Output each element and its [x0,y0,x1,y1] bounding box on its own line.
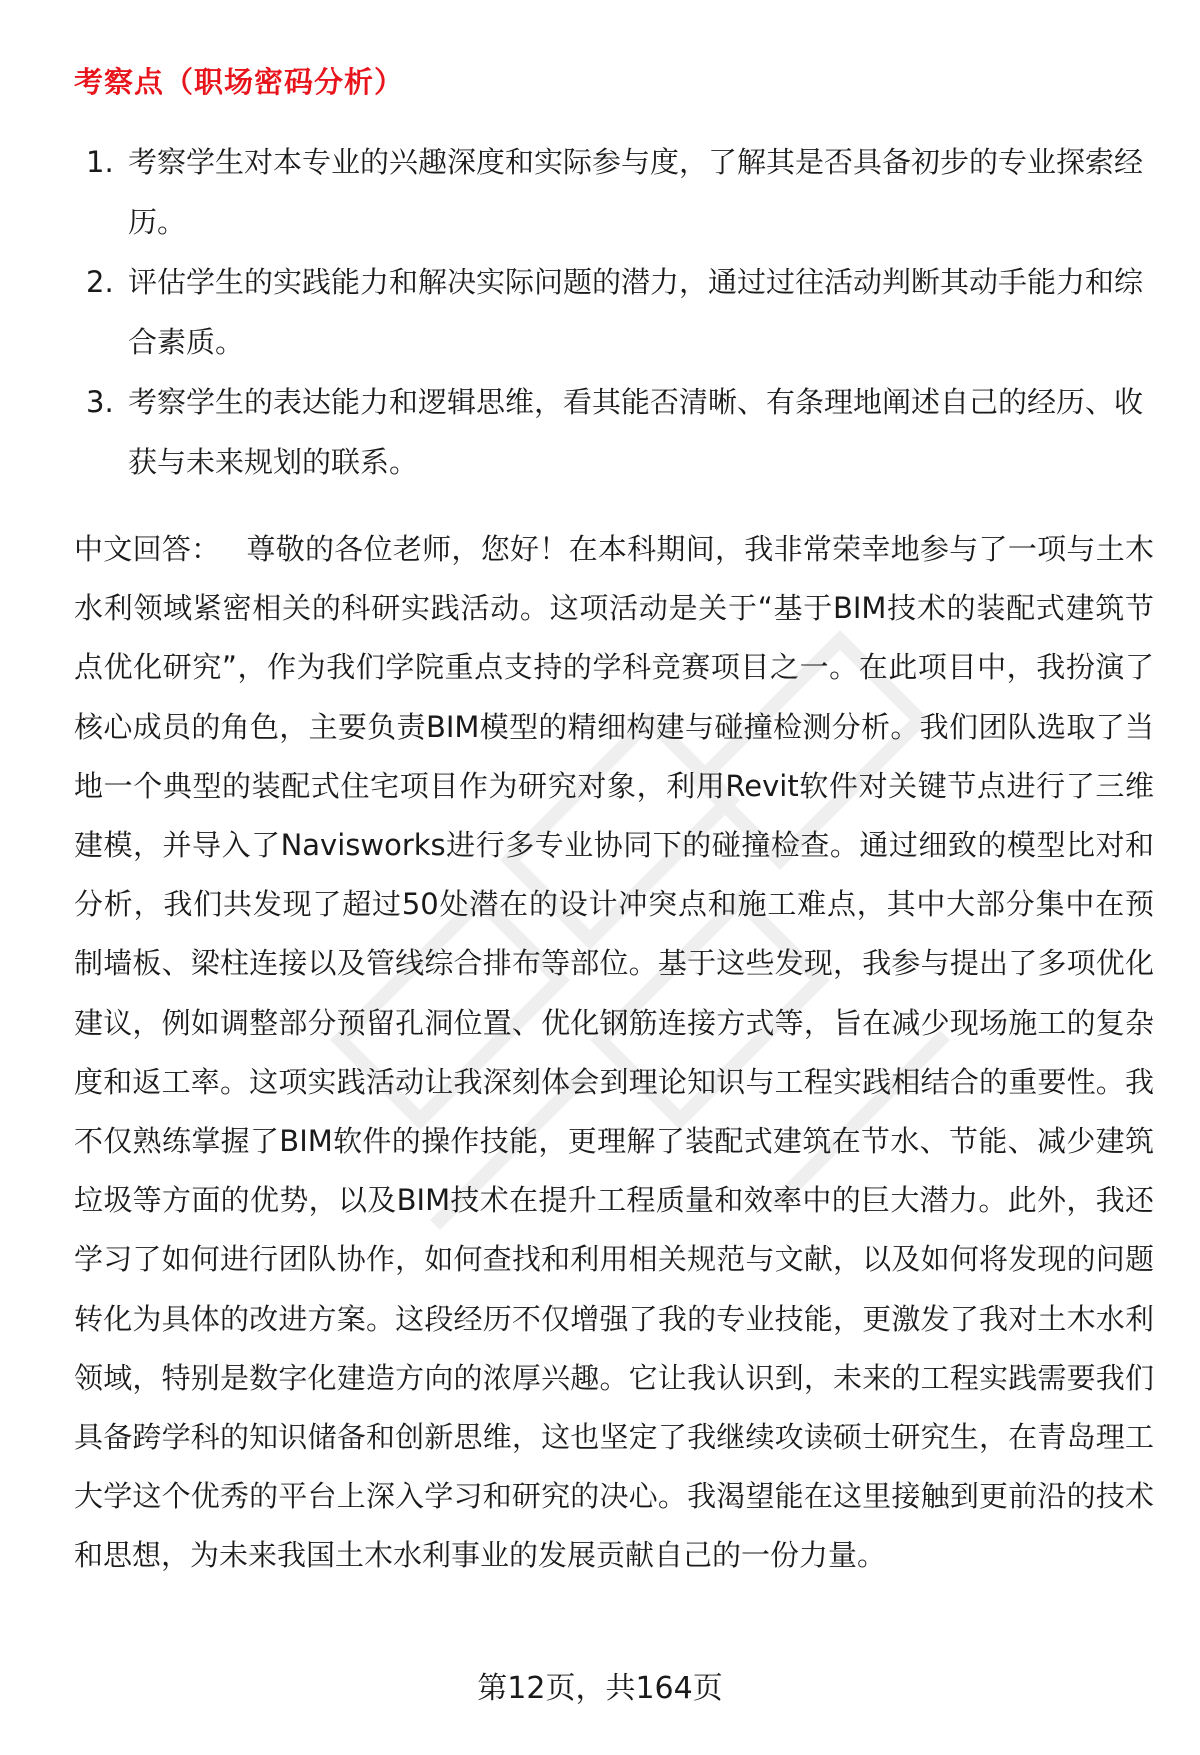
page-indicator: 第12页，共164页 [477,1671,723,1706]
answer-text: 尊敬的各位老师，您好！在本科期间，我非常荣幸地参与了一项与土木水利领域紧密相关的科研实践活动。这项活动是关于“基于BIM技术的装配式建筑节点优化研究”，作为我们学院重点支持的学科竞赛项目之一。在此项目中，我扮演了核心成员的角色，主要负责BIM模型的精细构建与碰撞检测分析。我们团队选取了当地一个典型的装配式住宅项目作为研究对象，利用Revit软件对关键节点进行了三维建模，并导入了Navisworks进行多专业协同下的碰撞检查。通过细致的模型比对和分析，我们共发现了超过50处潜在的设计冲突点和施工难点，其中大部分集中在预制墙板、梁柱连接以及管线综合排布等部位。基于这些发现，我参与提出了多项优化建议，例如调整部分预留孔洞位置、优化钢筋连接方式等，旨在减少现场施工的复杂度和返工率。这项实践活动让我深刻体会到理论知识与工程实践相结合的重要性。我不仅熟练掌握了BIM软件的操作技能，更理解了装配式建筑在节水、节能、减少建筑垃圾等方面的优势，以及BIM技术在提升工程质量和效率中的巨大潜力。此外，我还学习了如何进行团队协作，如何查找和利用相关规范与文献，以及如何将发现的问题转化为具体的改进方案。这段经历不仅增强了我的专业技能，更激发了我对土木水利领域，特别是数字化建造方向的浓厚兴趣。它让我认识到，未来的工程实践需要我们具备跨学科的知识储备和创新思维，这也坚定了我继续攻读硕士研究生，在青岛理工大学这个优秀的平台上深入学习和研究的决心。我渴望能在这里接触到更前沿的技术和思想，为未来我国土木水利事业的发展贡献自己的一份力量。 [74,532,1154,1573]
list-item-text: 评估学生的实践能力和解决实际问题的潜力，通过过往活动判断其动手能力和综合素质。 [128,265,1144,359]
section-title: 考察点（职场密码分析） [74,65,405,99]
list-item-number: 3. [86,385,114,419]
list-item-number: 2. [86,265,114,299]
list-item-text: 考察学生的表达能力和逻辑思维，看其能否清晰、有条理地阐述自己的经历、收获与未来规划的联系。 [128,385,1144,479]
list-item-number: 1. [86,145,114,179]
list-item [74,252,1154,372]
list-item-text: 考察学生对本专业的兴趣深度和实际参与度，了解其是否具备初步的专业探索经历。 [128,145,1144,239]
answer-paragraph [74,520,1154,1586]
list-item [74,372,1154,492]
answer-label: 中文回答： [74,532,221,566]
points-list [74,132,1154,492]
list-item [74,132,1154,252]
